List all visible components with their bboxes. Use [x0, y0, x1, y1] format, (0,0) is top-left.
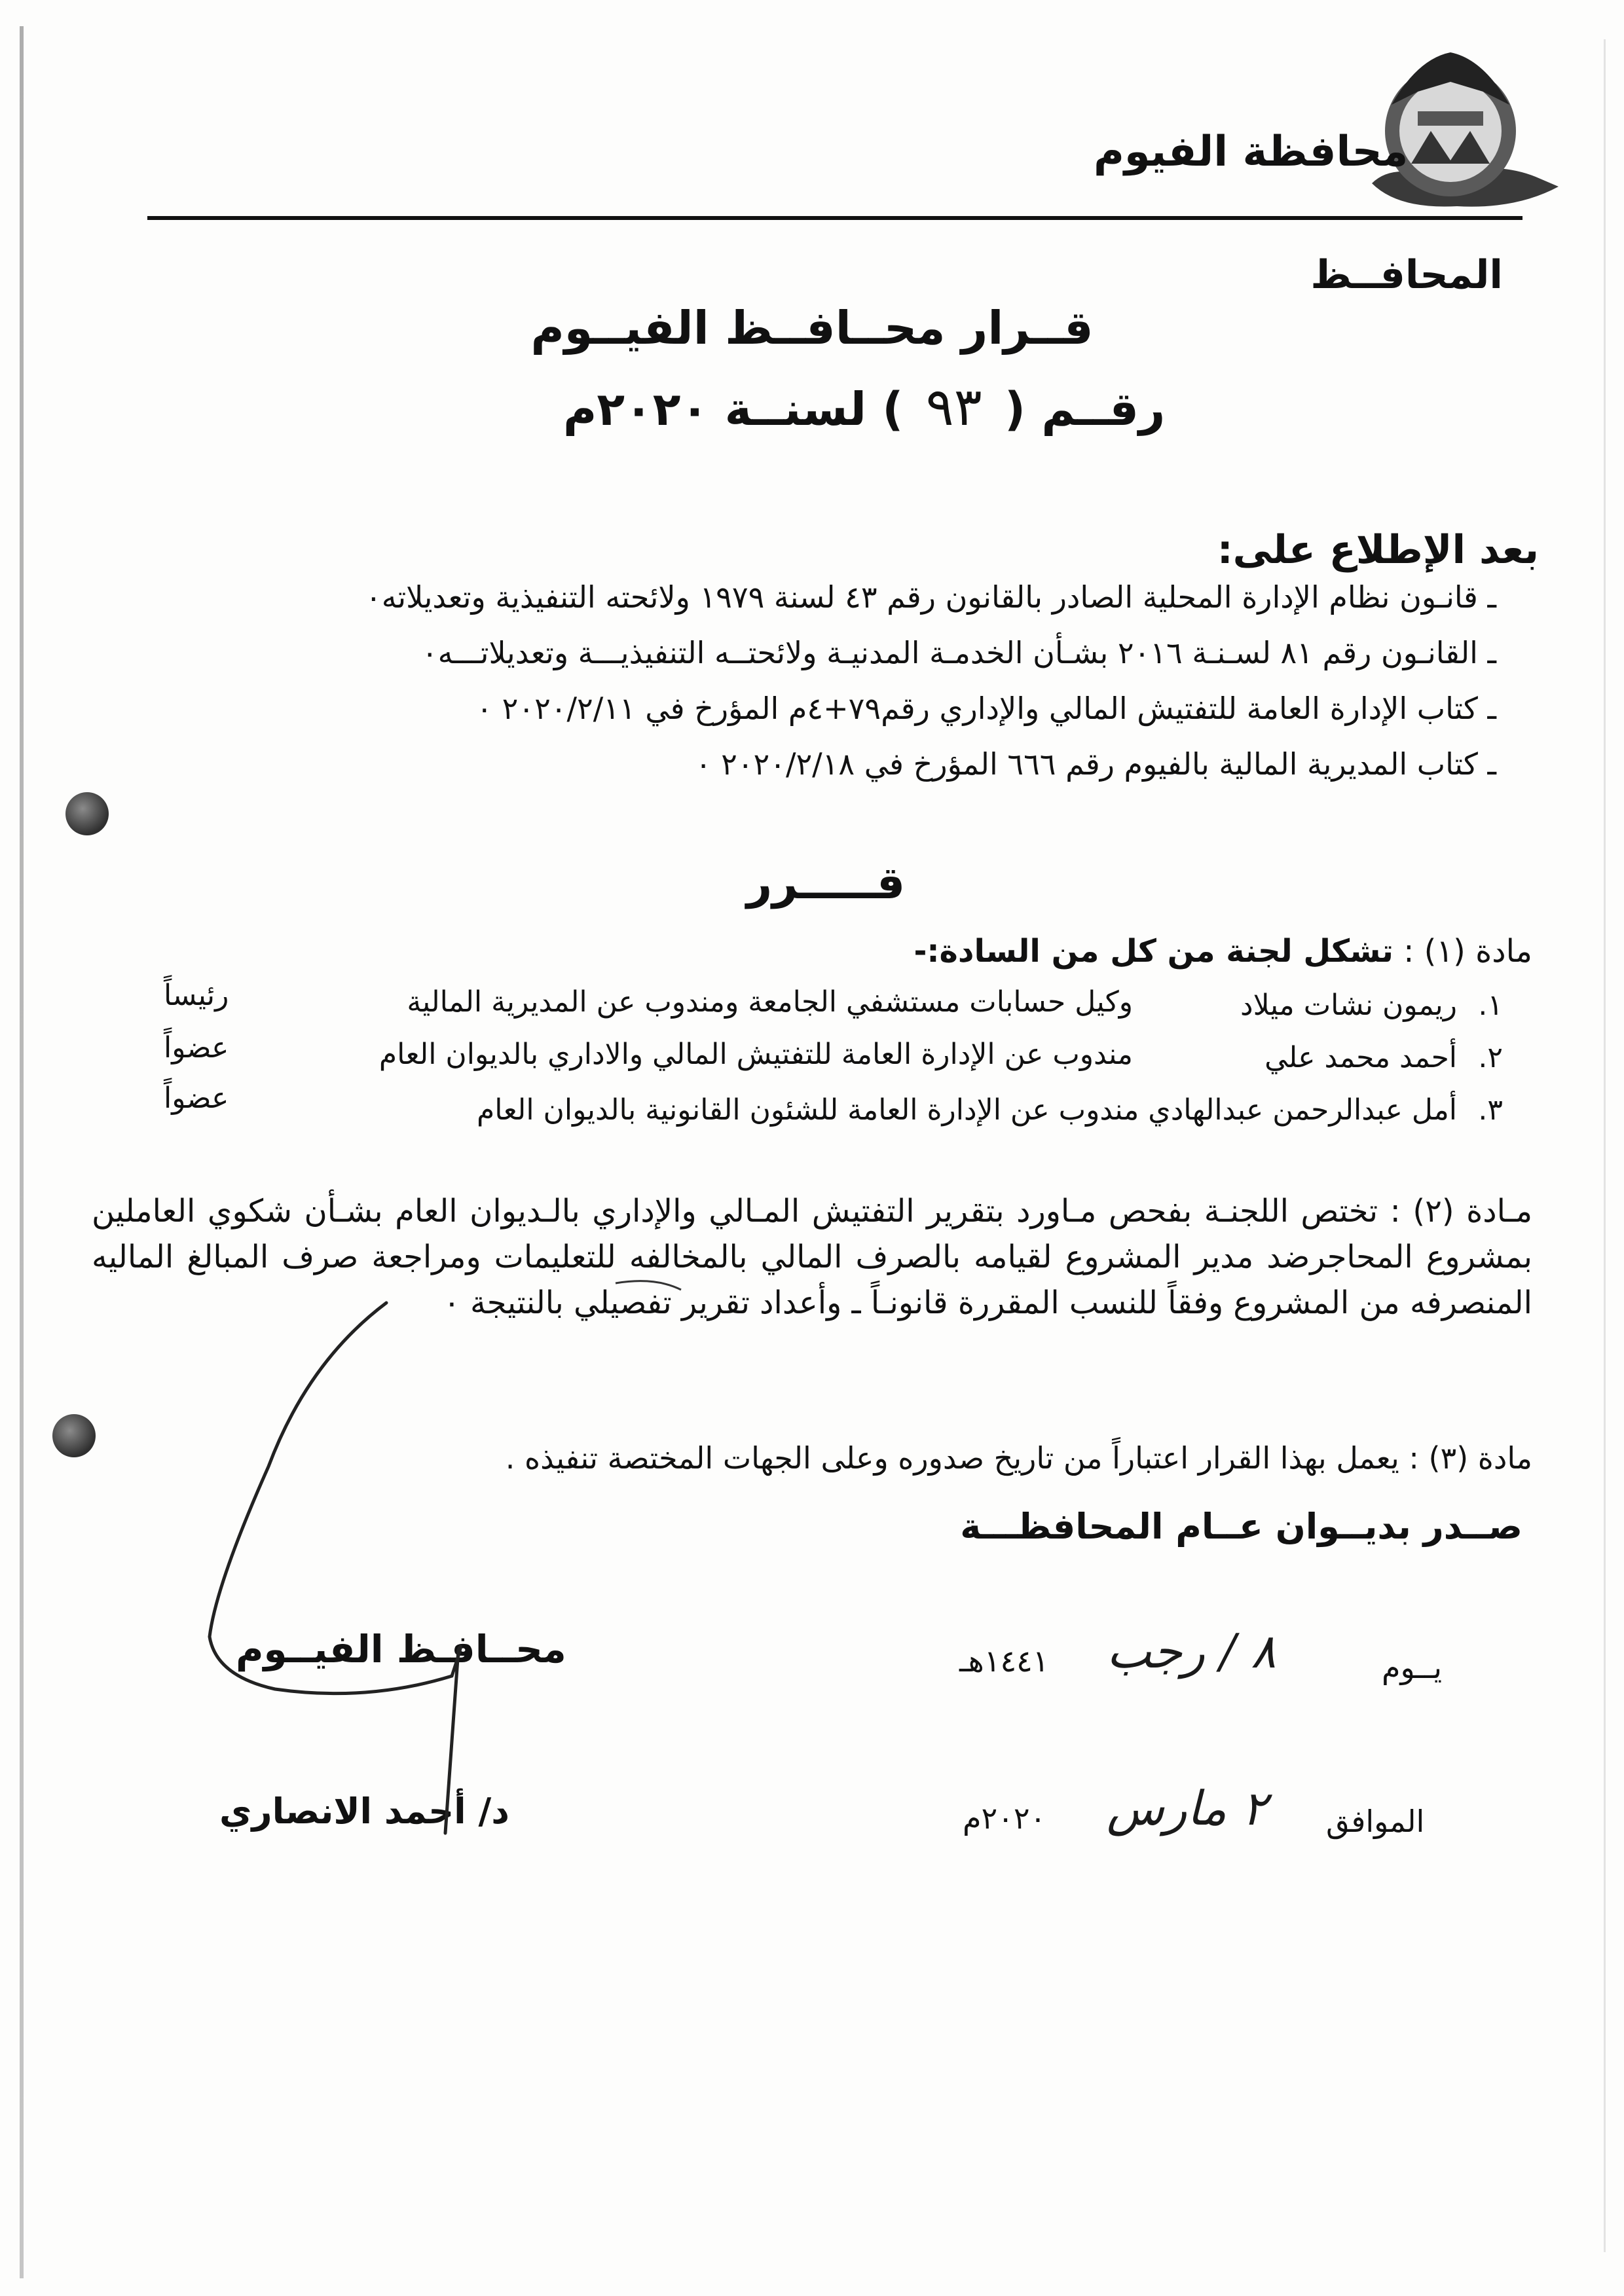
- gregorian-year: ٢٠٢٠م: [963, 1800, 1046, 1836]
- decree-number-suffix: ) لسنــة ٢٠٢٠م: [563, 382, 904, 436]
- article-2-label: مـادة (٢) :: [1390, 1193, 1533, 1230]
- article-1-heading: [913, 933, 1532, 970]
- day-label: يــوم: [1382, 1650, 1442, 1685]
- member-number: ٣.: [1478, 1093, 1503, 1127]
- member-number: ١.: [1478, 989, 1503, 1022]
- article-3: [506, 1440, 1532, 1476]
- decree-number-prefix: رقــم (: [1005, 382, 1166, 436]
- preamble-heading: بعد الإطلاع على:: [1217, 527, 1539, 573]
- issued-at: صــدر بديــوان عــام المحافظـــة: [960, 1506, 1522, 1547]
- article-3-label: مادة (٣) :: [1409, 1440, 1532, 1476]
- preamble-item: ـ قانـون نظام الإدارة المحلية الصادر بالقانون رقم ٤٣ لسنة ١٩٧٩ ولائحته التنفيذية وتعديلاته٠: [365, 579, 1496, 615]
- punch-hole: [52, 1414, 96, 1457]
- member-position: عضواً: [164, 1082, 229, 1115]
- signatory-name: د/ أحمد الانصاري: [219, 1791, 509, 1832]
- scan-edge-shadow: [20, 26, 24, 2278]
- office-label: المحافــظ: [1310, 252, 1503, 298]
- hijri-date-handwritten: ٨ / رجب: [1107, 1624, 1276, 1679]
- decree-title: قــرار محــافــظ الفيــوم: [530, 301, 1094, 355]
- article-2-text: تختص اللجنـة بفحص مـاورد بتقرير التفتيش المـالي والإداري بالـديوان العام بشـأن شكوي العاملين بمشروع المحاجرضد مدير المشروع لقيامه بالصرف المالي بالمخالفه للتعليمات ومراجعة صرف المبالغ الماليه المنصرفه من المشروع وفقاً للنسب المقررة قانونـاً ـ وأعداد تقرير تفصيلي بالنتيجة ٠: [92, 1193, 1532, 1321]
- preamble-item: ـ كتاب الإدارة العامة للتفتيش المالي والإداري رقم٧٩+٤م المؤرخ في ٢٠٢٠/٢/١١ ٠: [476, 691, 1496, 726]
- member-number: ٢.: [1478, 1041, 1503, 1074]
- member-name: ريمون نشات ميلاد: [1240, 989, 1457, 1022]
- member-role: وكيل حسابات مستشفي الجامعة ومندوب عن المديرية المالية: [407, 985, 1133, 1019]
- preamble-item: ـ كتاب المديرية المالية بالفيوم رقم ٦٦٦ المؤرخ في ٢٠٢٠/٢/١٨ ٠: [695, 746, 1496, 782]
- article-2: [92, 1188, 1532, 1326]
- member-name: أحمد محمد علي: [1264, 1041, 1457, 1074]
- gregorian-date-handwritten: ٢ مارس: [1107, 1781, 1267, 1836]
- member-position: رئيساً: [164, 979, 229, 1012]
- hijri-year: ١٤٤١هـ: [959, 1643, 1049, 1679]
- decree-number-line: [563, 376, 1165, 437]
- governorate-name: محافظة الفيوم: [1094, 128, 1409, 176]
- article-3-text: يعمل بهذا القرار اعتباراً من تاريخ صدوره وعلى الجهات المختصة تنفيذه .: [505, 1440, 1399, 1476]
- punch-hole: [65, 792, 109, 835]
- header-divider: [147, 216, 1522, 220]
- preamble-item: ـ القانـون رقم ٨١ لسـنـة ٢٠١٦ بشـأن الخدمـة المدنيـة ولائحتــه التنفيذيـــة وتعديلاتـــه٠: [421, 635, 1496, 670]
- member-position: عضواً: [164, 1031, 229, 1065]
- scan-edge-shadow: [1604, 39, 1606, 2252]
- signatory-title: محــافـظ الفيــوم: [236, 1627, 566, 1671]
- member-name: أمل عبدالرحمن عبدالهادي مندوب عن الإدارة العامة للشئون القانونية بالديوان العام: [477, 1093, 1457, 1127]
- article-1-label: مادة (١) :: [1403, 933, 1532, 970]
- article-1-title: تشكل لجنة من كل من السادة:-: [913, 933, 1393, 970]
- corresponding-label: الموافق: [1326, 1804, 1425, 1839]
- decree-number: ٩٣: [925, 376, 982, 437]
- member-role: مندوب عن الإدارة العامة للتفتيش المالي والاداري بالديوان العام: [378, 1038, 1133, 1071]
- decree-heading: قـــــرر: [747, 858, 906, 909]
